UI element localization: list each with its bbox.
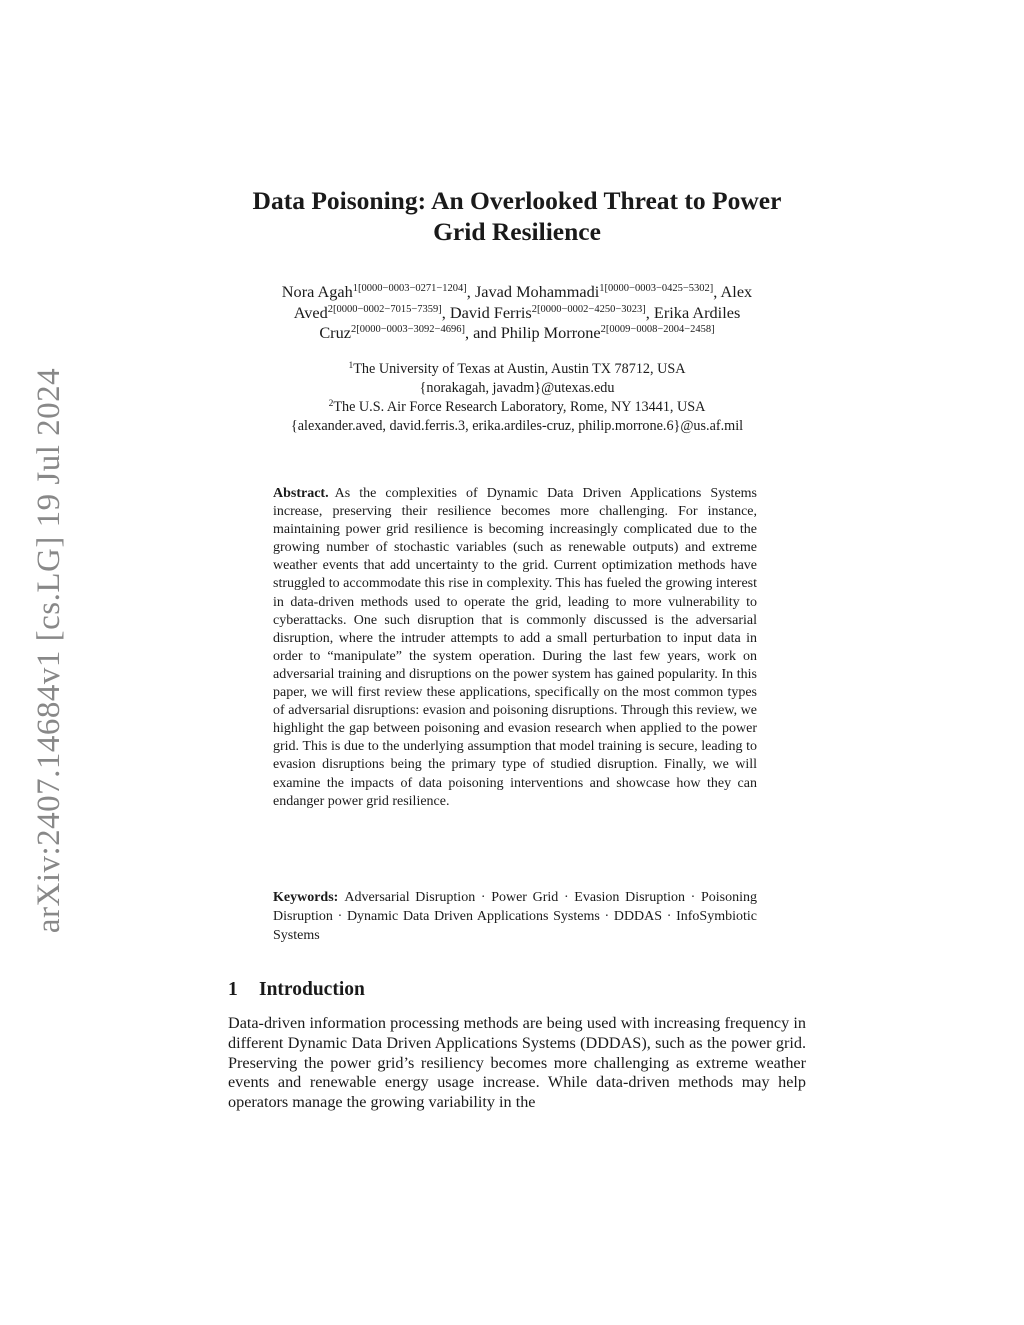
abstract-label: Abstract. — [273, 486, 329, 501]
author-orcid: 2[0000−0003−3092−4696] — [350, 324, 465, 335]
paper-title — [228, 185, 806, 247]
author-separator: , — [713, 282, 721, 301]
author-orcid: 1[0000−0003−0425−5302] — [599, 283, 714, 294]
author-separator: , — [466, 282, 475, 301]
author-name: David Ferris — [449, 302, 532, 322]
author-name: Erika Ardiles Cruz — [319, 302, 741, 342]
keywords-text: Adversarial Disruption · Power Grid · Evasion Disruption · Poisoning Disruption · Dynamic Data Driven Applications Systems · DDDAS · InfoSymbiotic Systems — [273, 890, 757, 943]
affiliation-number: 1 — [348, 361, 354, 371]
arxiv-sidebar-stamp — [30, 360, 70, 940]
abstract — [273, 485, 757, 811]
author-orcid: 2[0000−0002−7015−7359] — [327, 303, 442, 315]
arxiv-identifier: arXiv:2407.14684v1 [cs.LG] 19 Jul 2024 — [31, 367, 68, 933]
author-name: Philip Morrone — [500, 323, 601, 342]
affiliation-1 — [228, 360, 806, 379]
affiliation-number: 2 — [328, 399, 334, 409]
title-line-1: Data Poisoning: An Overlooked Threat to Power — [252, 186, 782, 215]
author-orcid: 2[0009−0008−2004−2458] — [600, 324, 715, 335]
affiliation-text: The University of Texas at Austin, Austin TX 78712, USA — [353, 361, 686, 377]
author-name: Javad Mohammadi — [474, 282, 600, 301]
author-separator: , — [645, 302, 654, 322]
affiliation-1-email: {norakagah, javadm}@utexas.edu — [419, 380, 615, 396]
title-line-2: Grid Resilience — [433, 217, 601, 246]
introduction-paragraph: Data-driven information processing methods are being used with increasing frequency in different Dynamic Data Driven Applications Systems (DDDAS), such as the power grid. Preserving the power grid’s resiliency becomes more challenging as extreme weather events and renewable energy usage increase. While data-driven methods may help operators manage the growing variability in the — [228, 1014, 806, 1112]
affiliation-2-email: {alexander.aved, david.ferris.3, erika.ardiles-cruz, philip.morrone.6}@us.af.mil — [290, 418, 744, 434]
abstract-text: As the complexities of Dynamic Data Driven Applications Systems increase, preserving their resilience becomes more challenging. For instance, maintaining power grid resilience is becoming increasingly complicated due to the growing number of stochastic variables (such as renewable outputs) and extreme weather events that add uncertainty to the grid. Current optimization methods have struggled to accommodate this rise in complexity. This has fueled the growing interest in data-driven methods used to operate the grid, leading to more vulnerability to cyberattacks. One such disruption that is commonly discussed is the adversarial disruption, where the intruder attempts to add a small perturbation to input data in order to “manipulate” the system operation. During the last few years, work on adversarial training and disruptions on the power system has gained popularity. In this paper, we will first review these applications, specifically on the most common types of adversarial disruptions: evasion and poisoning disruptions. Through this review, we highlight the gap between poisoning and evasion research when applied to the power grid. This is due to the underlying assumption that model training is secure, leading to evasion disruptions being the primary type of studied disruption. Finally, we will examine the impacts of data poisoning interventions and showcase how they can endanger power grid resilience. — [273, 486, 757, 809]
author-separator: , and — [464, 323, 501, 342]
author-name: Alex Aved — [293, 282, 753, 322]
section-number: 1 — [228, 979, 238, 1000]
keywords — [273, 889, 757, 945]
keywords-label: Keywords: — [273, 890, 339, 905]
affiliations — [228, 360, 806, 436]
author-list — [222, 282, 812, 344]
author-orcid: 1[0000−0003−0271−1204] — [352, 283, 467, 294]
section-title: Introduction — [259, 979, 365, 1000]
author-orcid: 2[0000−0002−4250−3023] — [531, 303, 646, 315]
author-name: Nora Agah — [281, 282, 353, 301]
affiliation-2 — [228, 398, 806, 417]
section-heading — [228, 979, 365, 1001]
affiliation-text: The U.S. Air Force Research Laboratory, Rome, NY 13441, USA — [333, 399, 706, 415]
author-separator: , — [441, 302, 450, 322]
